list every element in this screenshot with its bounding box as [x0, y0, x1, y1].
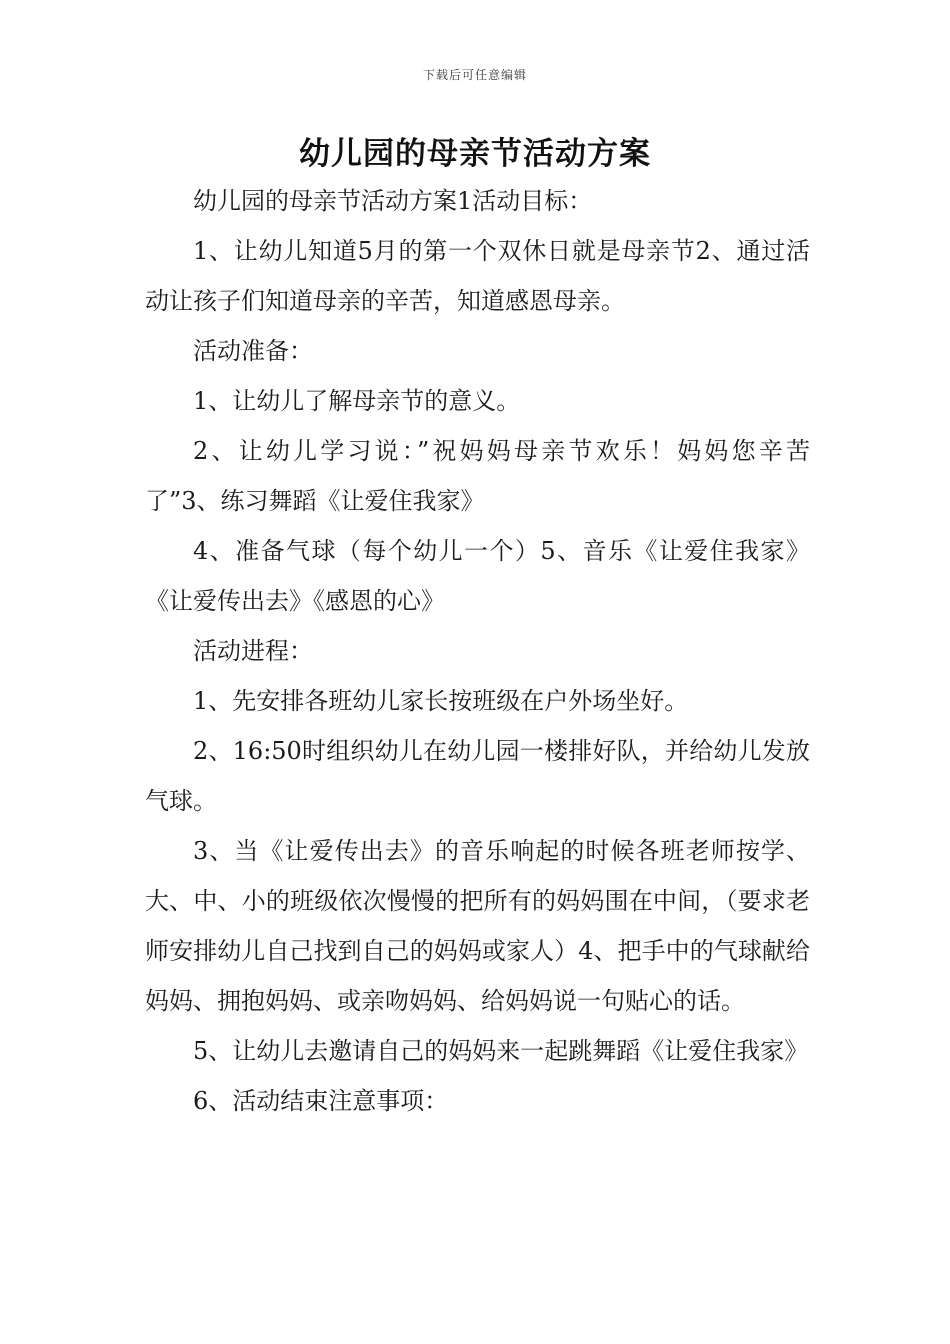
document-body	[145, 176, 810, 1126]
paragraph: 活动准备：	[193, 337, 313, 365]
paragraph: 6、活动结束注意事项：	[193, 1087, 449, 1115]
paragraph: 2、16:50时组织幼儿在幼儿园一楼排好队，并给幼儿发放气球。	[145, 737, 810, 815]
paragraph: 1、让幼儿知道5月的第一个双休日就是母亲节2、通过活动让孩子们知道母亲的辛苦，知道感恩母亲。	[145, 237, 810, 315]
paragraph: 1、先安排各班幼儿家长按班级在户外场坐好。	[193, 687, 689, 715]
paragraph: 5、让幼儿去邀请自己的妈妈来一起跳舞蹈《让爱住我家》	[193, 1037, 809, 1065]
paragraph: 4、准备气球（每个幼儿一个）5、音乐《让爱住我家》《让爱传出去》《感恩的心》	[145, 537, 810, 615]
paragraph: 3、当《让爱传出去》的音乐响起的时候各班老师按学、大、中、小的班级依次慢慢的把所有的妈妈围在中间，（要求老师安排幼儿自己找到自己的妈妈或家人）4、把手中的气球献给妈妈、拥抱妈妈、或亲吻妈妈、给妈妈说一句贴心的话。	[145, 837, 810, 1015]
paragraph: 活动进程：	[193, 637, 313, 665]
paragraph: 幼儿园的母亲节活动方案1活动目标：	[193, 187, 593, 215]
paragraph: 1、让幼儿了解母亲节的意义。	[193, 387, 521, 415]
header-note: 下载后可任意编辑	[422, 68, 527, 82]
paragraph: 2、让幼儿学习说：”祝妈妈母亲节欢乐！妈妈您辛苦了”3、练习舞蹈《让爱住我家》	[145, 437, 810, 515]
document-title: 幼儿园的母亲节活动方案	[299, 136, 651, 172]
